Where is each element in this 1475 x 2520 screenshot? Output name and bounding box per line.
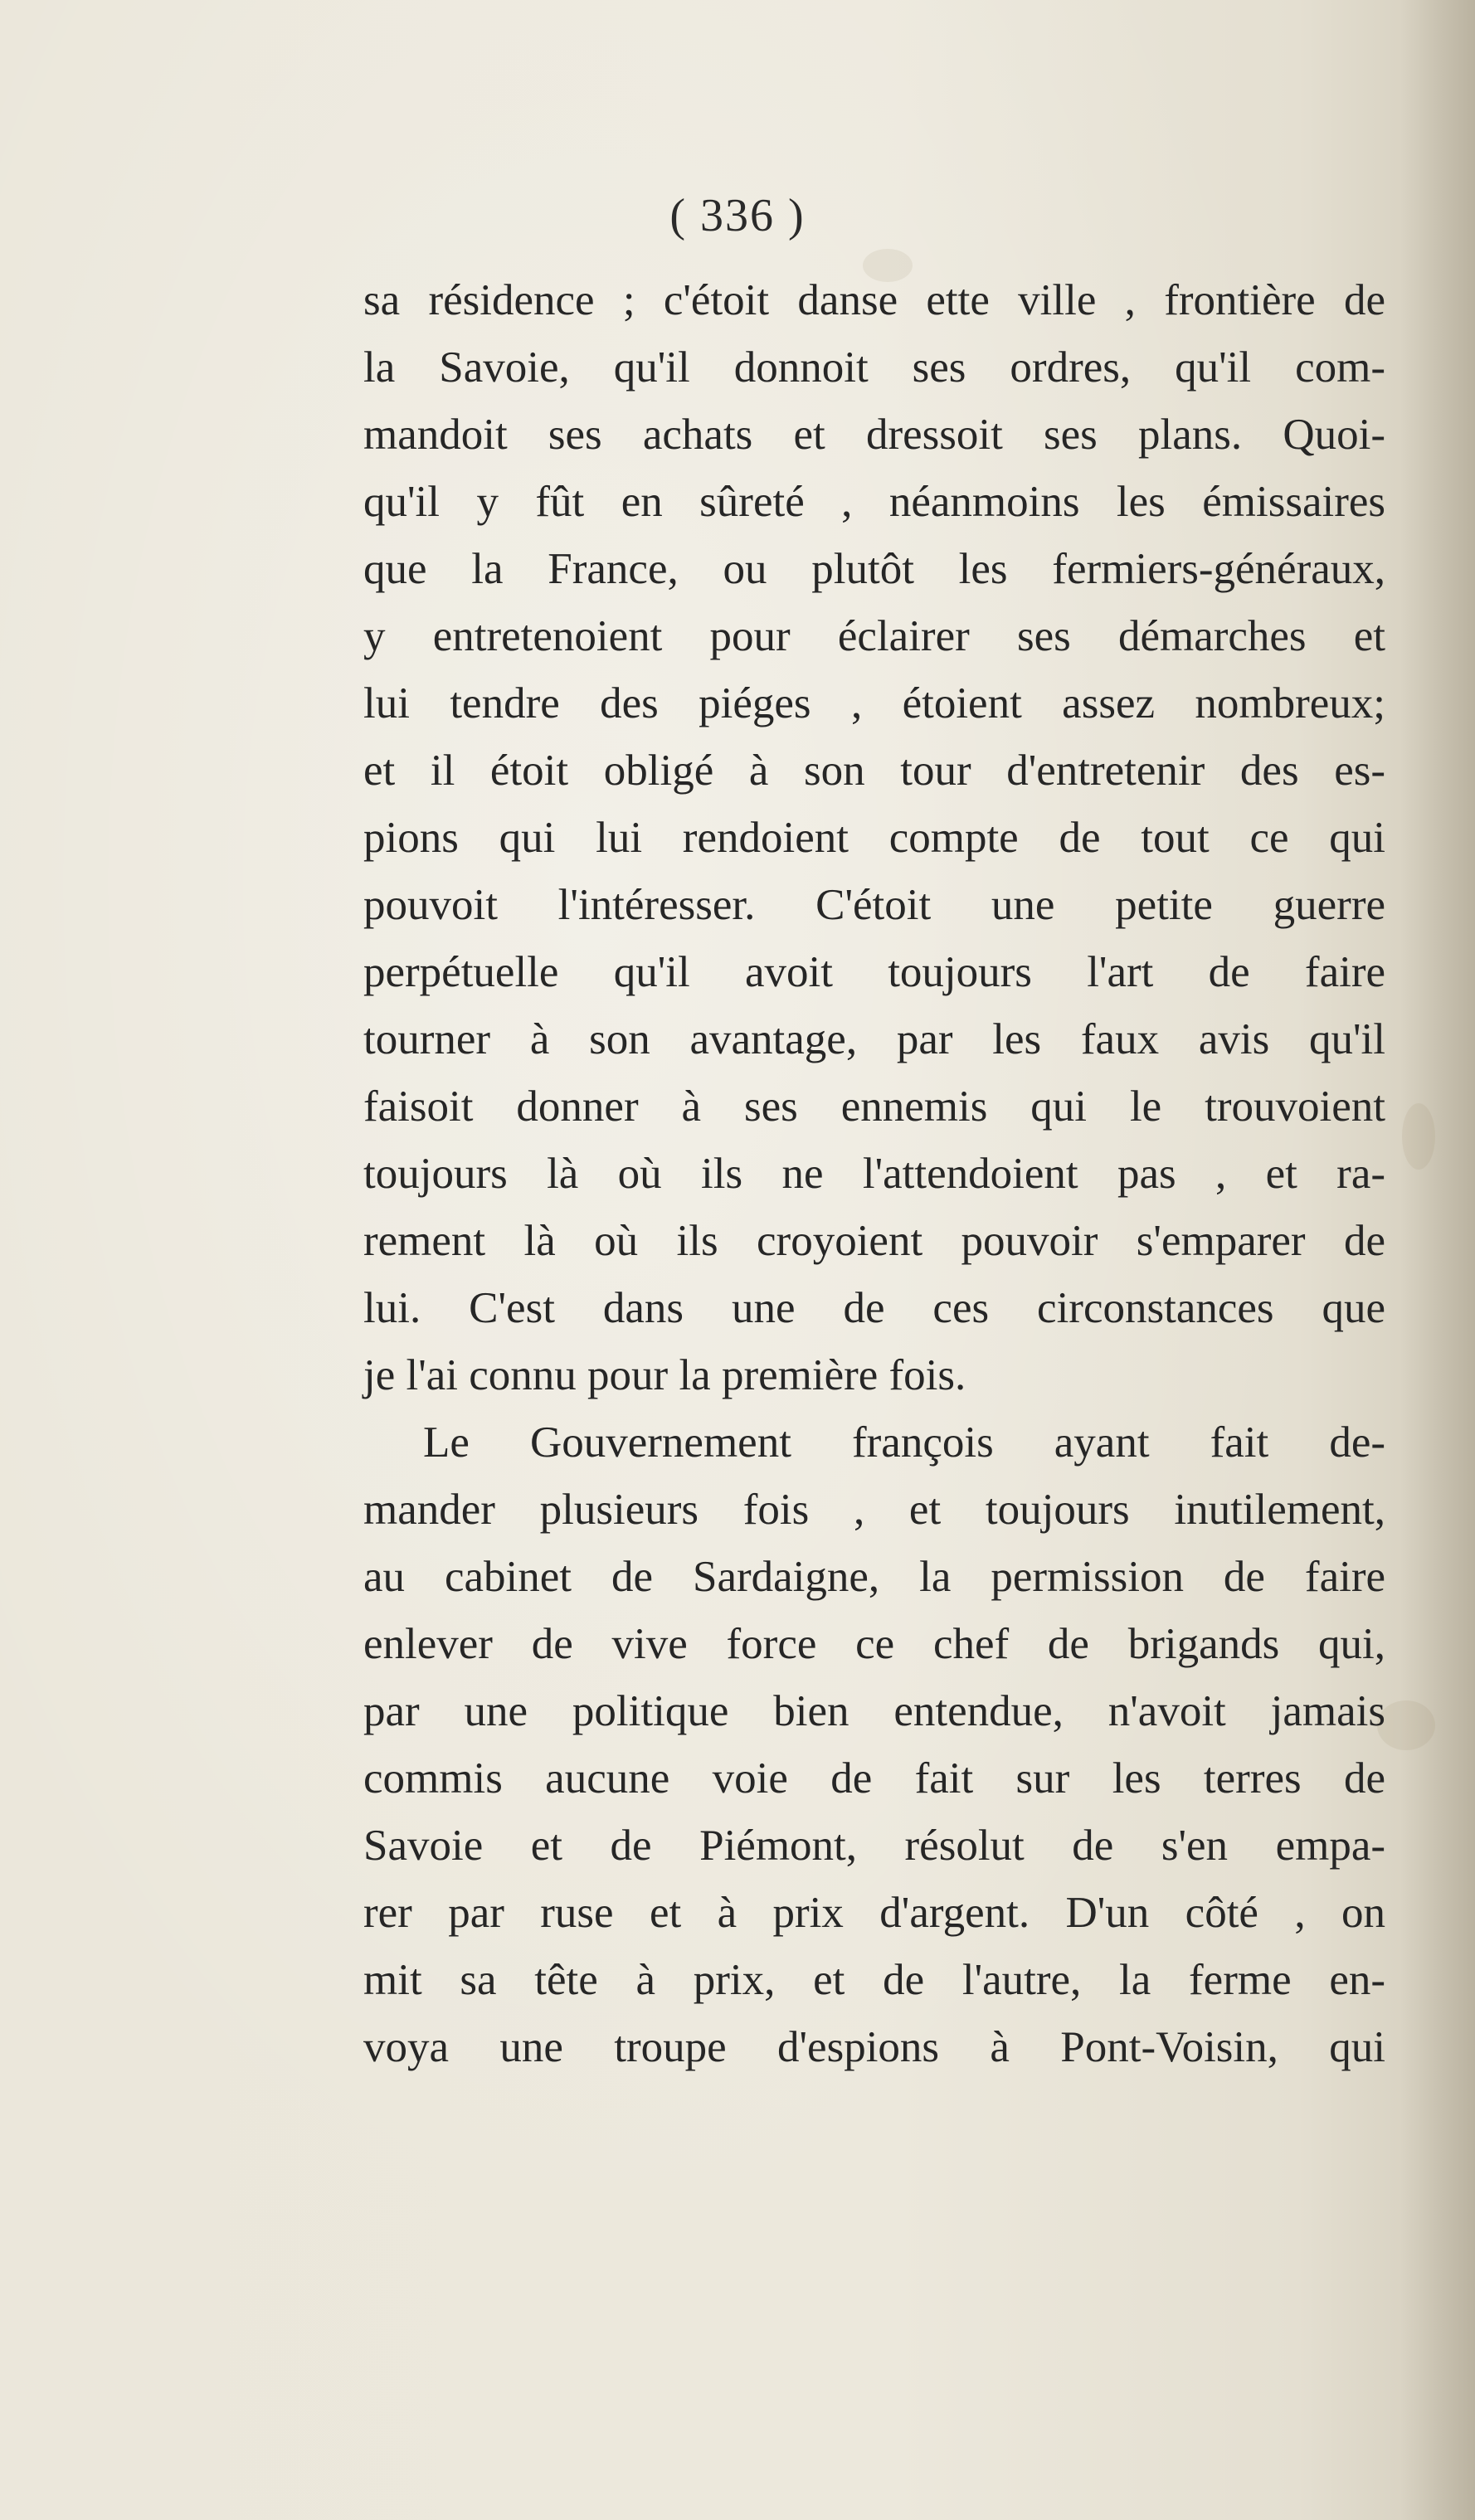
text-line: qu'il y fût en sûreté , néanmoins les émissaires [363,478,1385,526]
text-line: je l'ai connu pour la première fois. [363,1351,966,1399]
page-number: ( 336 ) [669,190,806,241]
text-line: lui tendre des piéges , étoient assez nombreux; [363,679,1385,727]
text-line: perpétuelle qu'il avoit toujours l'art de faire [363,948,1385,996]
text-line: rement là où ils croyoient pouvoir s'emparer de [363,1217,1385,1265]
text-line: pouvoit l'intéresser. C'étoit une petite guerre [363,881,1385,929]
text-line: lui. C'est dans une de ces circonstances que [363,1284,1385,1332]
text-line: rer par ruse et à prix d'argent. D'un côté , on [363,1889,1385,1937]
text-line: sa résidence ; c'étoit danse ette ville , frontière de [363,276,1385,324]
text-line: et il étoit obligé à son tour d'entretenir des es- [363,747,1385,795]
text-line: mit sa tête à prix, et de l'autre, la ferme en- [363,1956,1385,2004]
text-line: par une politique bien entendue, n'avoit jamais [363,1687,1385,1735]
paper-stain [1402,1103,1435,1170]
text-line: enlever de vive force ce chef de brigands qui, [363,1620,1385,1668]
body-text [363,267,1385,2081]
text-line: mandoit ses achats et dressoit ses plans. Quoi- [363,411,1385,459]
text-line: commis aucune voie de fait sur les terres de [363,1754,1385,1802]
text-line: la Savoie, qu'il donnoit ses ordres, qu'il com- [363,343,1385,392]
text-line: que la France, ou plutôt les fermiers-généraux, [363,545,1385,593]
text-line: pions qui lui rendoient compte de tout ce qui [363,814,1385,862]
text-line: tourner à son avantage, par les faux avis qu'il [363,1015,1385,1063]
paper-stain [1377,1700,1435,1750]
text-line: au cabinet de Sardaigne, la permission de faire [363,1553,1385,1601]
text-line: faisoit donner à ses ennemis qui le trouvoient [363,1082,1385,1131]
text-line: mander plusieurs fois , et toujours inutilement, [363,1486,1385,1534]
text-line: toujours là où ils ne l'attendoient pas , et ra- [363,1150,1385,1198]
page-edge-shadow [1400,0,1475,2520]
text-line: y entretenoient pour éclairer ses démarches et [363,612,1385,660]
paragraph-start-line: Le Gouvernement françois ayant fait de- [423,1418,1385,1467]
text-line: voya une troupe d'espions à Pont-Voisin, qui [363,2023,1385,2071]
text-line: Savoie et de Piémont, résolut de s'en empa- [363,1822,1385,1870]
